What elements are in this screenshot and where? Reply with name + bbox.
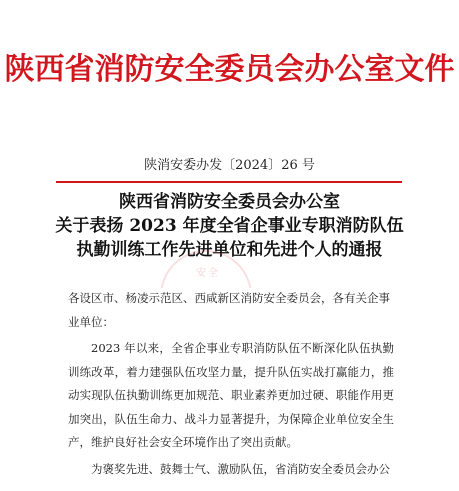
salutation: 各设区市、杨凌示范区、西咸新区消防安全委员会，各有关企事业单位：: [68, 291, 390, 329]
body-paragraph-1: 2023 年以来，全省企事业专职消防队伍不断深化队伍执勤训练改革，着力建强队伍攻坚力量，提升队伍实战打赢能力，推动实现队伍执勤训练更加规范、职业素养更加过硬、职能作用更加突出，队伍生命力、战斗力显著提升，为保障企业单位安全生产，维护良好社会安全环境作出了突出贡献。: [68, 341, 394, 449]
notice-body: [68, 287, 394, 481]
document-number: 陕消安委办发〔2024〕26 号: [144, 158, 315, 173]
red-divider-line: [56, 181, 402, 183]
body-paragraph-2: 为褒奖先进、鼓舞士气、激励队伍，省消防安全委员会办公: [91, 461, 390, 476]
notice-title-line-2: 关于表扬 2023 年度全省企事业专职消防队伍: [55, 216, 404, 236]
notice-title-line-3: 执勤训练工作先进单位和先进个人的通报: [76, 240, 383, 260]
seal-text: 安全: [196, 268, 220, 279]
issuer-header-title: 陕西省消防安全委员会办公室文件: [4, 52, 455, 87]
official-seal-watermark: [158, 250, 258, 288]
notice-title-line-1: 陕西省消防安全委员会办公室: [119, 192, 340, 212]
